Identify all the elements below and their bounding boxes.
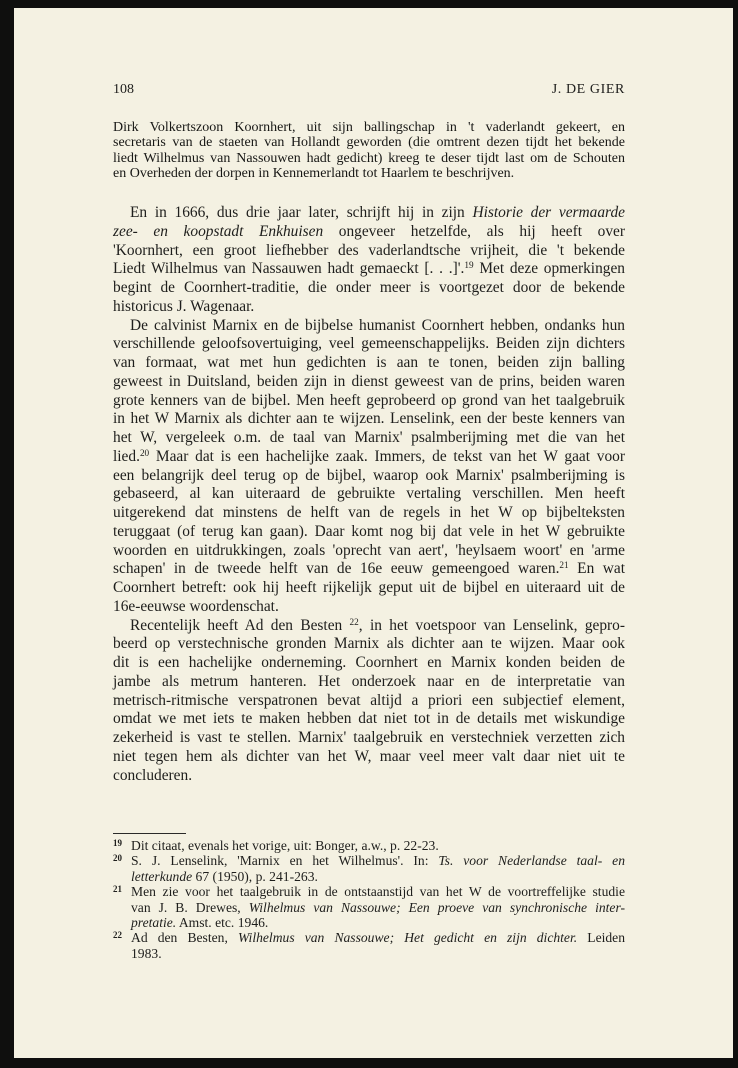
quote-line: liedt Wilhelmus van Nassouwen hadt gedicht) kreeg te deser tijdt last om de Schouten — [113, 150, 625, 166]
quote-line: secretaris van de staeten van Hollandt geworden (die omtrent dezen tijdt het bekende — [113, 135, 625, 151]
text-run: omdat we met iets te maken hebben dat niet tot in de details met wiskundige — [113, 710, 625, 728]
text-line — [131, 915, 625, 930]
text-line — [131, 900, 625, 915]
text-line — [113, 317, 625, 336]
text-run: 67 (1950), p. 241-263. — [192, 868, 318, 884]
footnote — [113, 884, 625, 930]
italic-text: Ts. voor Nederlandse taal- en — [438, 853, 625, 869]
text-line — [113, 279, 625, 298]
text-line — [113, 373, 625, 392]
text-run: grote kenners van de bijbel. Men heeft geprobeerd op grond van het taalgebruik — [113, 391, 625, 409]
text-line — [113, 485, 625, 504]
text-run: het W, vergeleek o.m. de taal van Marnix' psalmberijming met die van het — [113, 429, 625, 446]
text-run: zekerheid is vast te stellen. Marnix' taalgebruik en verstechniek verzetten zich — [113, 729, 625, 746]
text-line — [113, 448, 625, 467]
footnote-reference: 20 — [139, 447, 150, 458]
text-line — [131, 884, 625, 899]
text-line — [113, 673, 625, 692]
text-run: jambe als metrum hanteren. Het onderzoek naar en de interpretatie van — [113, 672, 625, 690]
text-run: gebaseerd, al kan uiteraard de gebruikte vertaling verschillen. Men heeft — [113, 485, 625, 503]
text-run: S. J. Lenselink, 'Marnix en het Wilhelmus'. In: — [131, 853, 439, 869]
text-line — [113, 298, 625, 317]
footnotes — [113, 838, 625, 961]
footnote — [113, 930, 625, 961]
text-run: , in het voetspoor van Lenselink, gepro- — [358, 616, 625, 634]
text-run: metrisch-ritmische verspatronen bevat altijd a priori een subjectief element, — [113, 691, 625, 709]
text-run: Recentelijk heeft Ad den Besten — [130, 616, 350, 634]
paragraph — [113, 317, 625, 617]
footnote — [113, 853, 625, 884]
text-run: schapen' in de tweede helft van de 16e eeuw gemeengoed waren. — [113, 560, 560, 578]
text-run: De calvinist Marnix en de bijbelse humanist Coornhert hebben, ondanks hun — [130, 316, 625, 334]
text-line — [113, 654, 625, 673]
text-run: teruggaat (of terug kan gaan). Daar komt nog bij dat vele in het W gebruikte — [113, 522, 625, 540]
text-run: dit is een hachelijke onderneming. Coornhert en Marnix konden beiden de — [113, 654, 625, 671]
italic-text: Wilhelmus van Nassouwe; Het gedicht en zijn dichter. — [237, 930, 578, 946]
text-run: Leiden — [577, 930, 626, 946]
quoted-passage — [113, 120, 625, 181]
page-number: 108 — [113, 82, 134, 97]
text-line — [113, 710, 625, 729]
footnote-separator — [113, 833, 186, 834]
text-line — [113, 204, 625, 223]
text-run: van formaat, wat met hun gedichten is aan te tonen, beiden zijn balling — [113, 354, 625, 371]
text-line — [113, 542, 625, 561]
italic-text: pretatie. — [131, 914, 177, 930]
paragraph — [113, 204, 625, 317]
text-line — [113, 260, 625, 279]
text-line — [113, 335, 625, 354]
footnote-marker: 20 — [113, 853, 122, 864]
text-run: Men zie voor het taalgebruik in de ontstaanstijd van het W de voortreffelijke studie — [131, 884, 625, 900]
text-line — [113, 242, 625, 261]
text-run: historicus J. Wagenaar. — [113, 297, 255, 315]
text-run: En in 1666, dus drie jaar later, schrijft hij in zijn — [130, 204, 473, 221]
text-line — [113, 410, 625, 429]
text-run: 1983. — [131, 945, 162, 961]
text-run: een belangrijk deel terug op de bijbel, waarop ook Marnix' psalmberijming is — [113, 466, 625, 484]
quote-line: en Overheden der dorpen in Kennemerlandt tot Haarlem te beschrijven. — [113, 165, 515, 181]
quote-line: Dirk Volkertszoon Koornhert, uit sijn ballingschap in 't vaderlandt gekeert, en — [113, 120, 625, 135]
text-line — [113, 617, 625, 636]
text-run: beerd op verstechnische gronden Marnix als dichter aan te wijzen. Maar ook — [113, 635, 625, 653]
footnote-marker: 22 — [113, 930, 122, 941]
text-run: En wat — [568, 560, 626, 578]
body-text — [113, 204, 625, 785]
text-line — [131, 930, 625, 945]
text-line — [113, 504, 625, 523]
text-run: Dit citaat, evenals het vorige, uit: Bonger, a.w., p. 22-23. — [131, 838, 439, 853]
footnote-reference: 21 — [559, 560, 569, 571]
text-run: Amst. etc. 1946. — [176, 914, 269, 930]
text-line — [113, 692, 625, 711]
footnote-reference: 19 — [464, 260, 474, 271]
text-line — [113, 467, 625, 486]
text-run: Ad den Besten, — [131, 930, 238, 946]
footnote-marker: 19 — [113, 838, 122, 848]
text-line — [113, 429, 625, 448]
text-run: uitgerekend dat minstens de helft van de regels in het W op bijbelteksten — [113, 504, 625, 521]
text-run: lied. — [113, 447, 140, 465]
footnote-reference: 22 — [349, 616, 359, 627]
text-line — [131, 838, 625, 853]
text-run: Met deze opmerkingen — [473, 260, 626, 278]
italic-text: zee- en koopstadt Enkhuisen — [113, 222, 324, 240]
running-head: J. DE GIER — [551, 82, 625, 97]
text-run: in het W Marnix als dichter aan te wijzen. Lenselink, een der beste kenners van — [113, 410, 625, 428]
text-line — [113, 560, 625, 579]
footnote — [113, 838, 625, 853]
italic-text: letterkunde — [131, 868, 193, 884]
text-line — [113, 748, 625, 767]
text-line — [131, 853, 625, 868]
text-line — [113, 354, 625, 373]
paragraph — [113, 617, 625, 786]
text-line — [113, 767, 625, 786]
text-run: van J. B. Drewes, — [131, 899, 249, 915]
italic-text: Historie der vermaarde — [472, 204, 625, 221]
text-run: begint de Coornhert-traditie, die onder meer is voortgezet door de bekende — [113, 279, 625, 296]
text-run: Coornhert betreft: ook hij heeft rijkelijk geput uit de bijbel en uiteraard uit de — [113, 579, 625, 596]
text-run: woorden en uitdrukkingen, zoals 'oprecht van aert', 'heylsaem woort' en 'arme — [113, 541, 625, 559]
text-run: Liedt Wilhelmus van Nassauwen hadt gemaeckt [. . .]'. — [113, 260, 465, 278]
text-line — [113, 392, 625, 411]
text-line — [113, 579, 625, 598]
text-line — [131, 946, 625, 961]
text-run: 'Koornhert, een groot liefhebber des vaderlandtsche vrijheit, die 't bekende — [113, 241, 625, 259]
text-line — [113, 223, 625, 242]
text-run: Maar dat is een hachelijke zaak. Immers, de tekst van het W gaat voor — [149, 447, 625, 465]
text-line — [113, 635, 625, 654]
text-run: geweest in Duitsland, beiden zijn in dienst geweest van de prins, beiden waren — [113, 372, 625, 390]
text-run: 16e-eeuwse woordenschat. — [113, 597, 279, 615]
text-run: concluderen. — [113, 766, 193, 784]
text-line — [131, 869, 625, 884]
text-run: ongeveer hetzelfde, als hij heeft over — [323, 222, 625, 240]
text-line — [113, 598, 625, 617]
italic-text: Wilhelmus van Nassouwe; Een proeve van synchronische inter- — [248, 899, 626, 915]
text-line — [113, 523, 625, 542]
footnote-marker: 21 — [113, 884, 122, 895]
text-run: niet tegen hem als dichter van het W, maar veel meer valt daar niet uit te — [113, 747, 625, 765]
text-line — [113, 729, 625, 748]
text-run: verschillende geloofsovertuiging, veel gemeenschappelijks. Beiden zijn dichters — [113, 335, 625, 353]
